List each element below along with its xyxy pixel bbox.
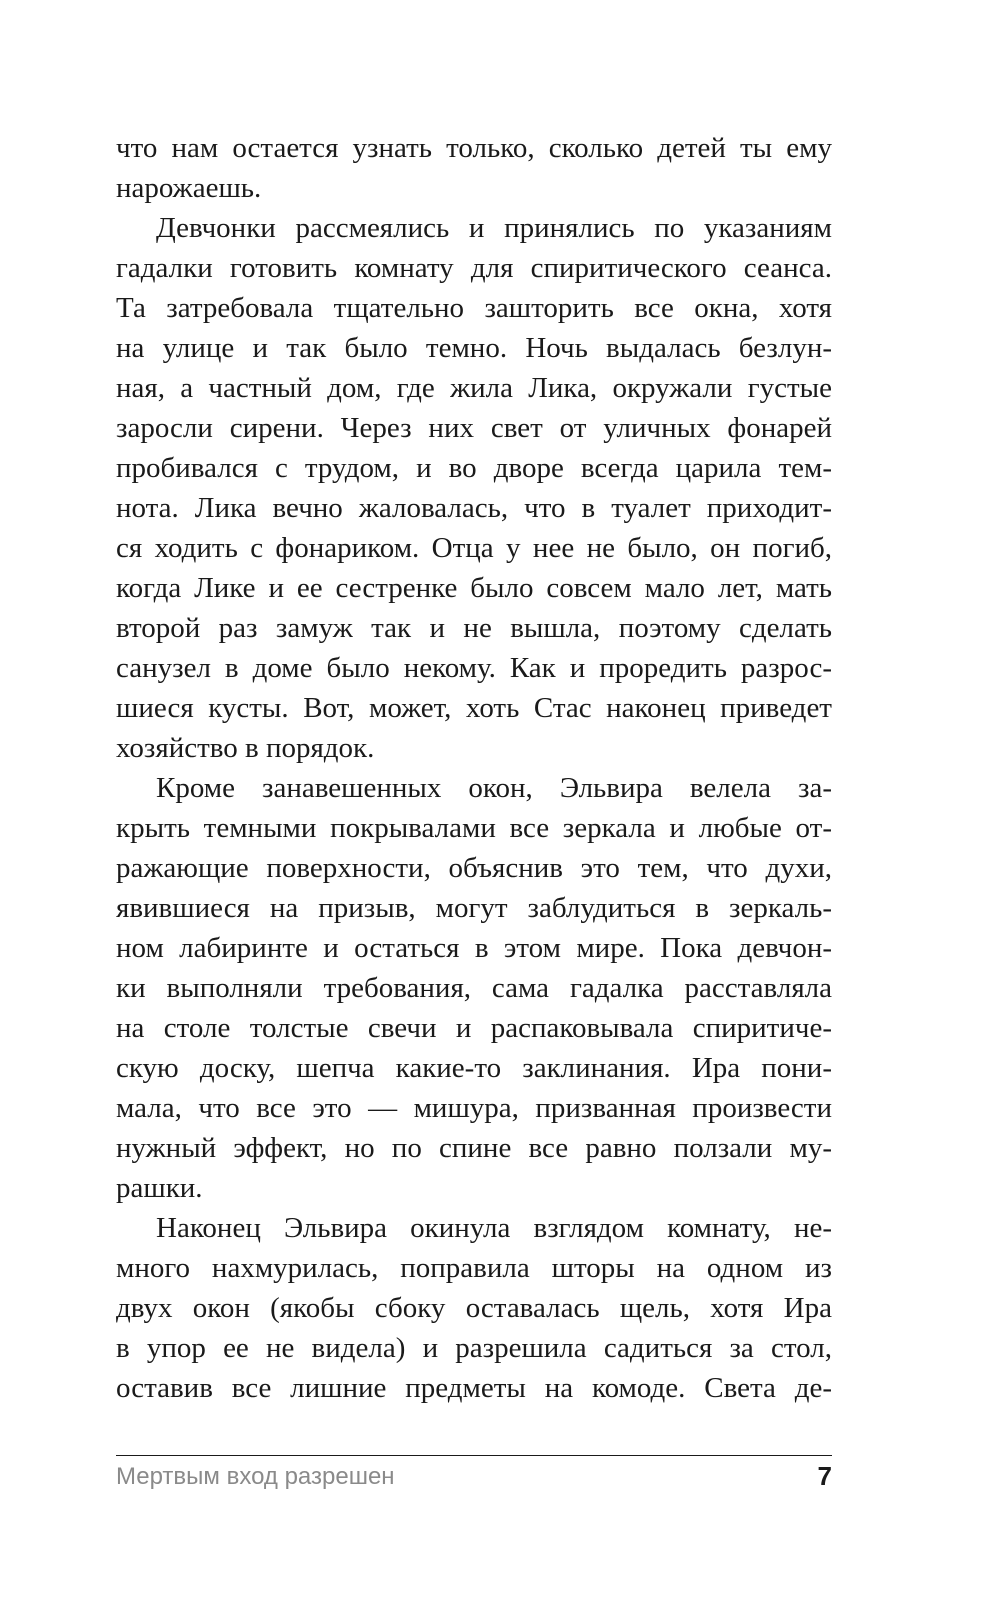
text-line: двух окон (якобы сбоку оставалась щель, хотя Ира	[116, 1292, 832, 1324]
running-title: Мертвым вход разрешен	[116, 1463, 395, 1490]
page-number: 7	[817, 1461, 832, 1491]
text-line: хозяйство в порядок.	[116, 732, 375, 764]
paragraph	[116, 1208, 832, 1408]
paragraph	[116, 128, 832, 208]
text-line: Та затребовала тщательно зашторить все окна, хотя	[116, 292, 832, 324]
text-line: ном лабиринте и остаться в этом мире. Пока девчон-	[116, 932, 832, 964]
paragraph	[116, 768, 832, 1208]
text-line: на улице и так было темно. Ночь выдалась безлун-	[116, 332, 832, 364]
text-line: нарожаешь.	[116, 172, 262, 204]
text-line: гадалки готовить комнату для спиритического сеанса.	[116, 252, 832, 284]
text-line: оставив все лишние предметы на комоде. Света де-	[116, 1372, 832, 1404]
text-line: рашки.	[116, 1172, 203, 1204]
text-line: шиеся кусты. Вот, может, хоть Стас наконец приведет	[116, 692, 832, 724]
footer-rule	[116, 1455, 832, 1456]
text-line: Кроме занавешенных окон, Эльвира велела за-	[156, 772, 832, 804]
text-line: заросли сирени. Через них свет от уличных фонарей	[116, 412, 832, 444]
text-line: второй раз замуж так и не вышла, поэтому сделать	[116, 612, 832, 644]
text-line: Наконец Эльвира окинула взглядом комнату, не-	[156, 1212, 832, 1244]
text-line: в упор ее не видела) и разрешила садиться за стол,	[116, 1332, 832, 1364]
text-line: ся ходить с фонариком. Отца у нее не было, он погиб,	[116, 532, 832, 564]
body-text	[116, 128, 832, 1408]
text-line: ная, а частный дом, где жила Лика, окружали густые	[116, 372, 832, 404]
text-line: ражающие поверхности, объяснив это тем, что духи,	[116, 852, 832, 884]
text-line: нужный эффект, но по спине все равно ползали му-	[116, 1132, 832, 1164]
text-line: что нам остается узнать только, сколько детей ты ему	[116, 132, 832, 164]
text-line: когда Лике и ее сестренке было совсем мало лет, мать	[116, 572, 832, 604]
text-line: нота. Лика вечно жаловалась, что в туалет приходит-	[116, 492, 832, 524]
text-line: ки выполняли требования, сама гадалка расставляла	[116, 972, 832, 1004]
text-line: крыть темными покрывалами все зеркала и любые от-	[116, 812, 832, 844]
text-line: пробивался с трудом, и во дворе всегда царила тем-	[116, 452, 832, 484]
text-line: на столе толстые свечи и распаковывала спиритиче-	[116, 1012, 832, 1044]
paragraph	[116, 208, 832, 768]
text-line: мала, что все это — мишура, призванная произвести	[116, 1092, 832, 1124]
text-line: явившиеся на призыв, могут заблудиться в зеркаль-	[116, 892, 832, 924]
text-line: скую доску, шепча какие-то заклинания. Ира пони-	[116, 1052, 832, 1084]
text-line: много нахмурилась, поправила шторы на одном из	[116, 1252, 832, 1284]
text-line: Девчонки рассмеялись и принялись по указаниям	[156, 212, 832, 244]
text-line: санузел в доме было некому. Как и проредить разрос-	[116, 652, 832, 684]
